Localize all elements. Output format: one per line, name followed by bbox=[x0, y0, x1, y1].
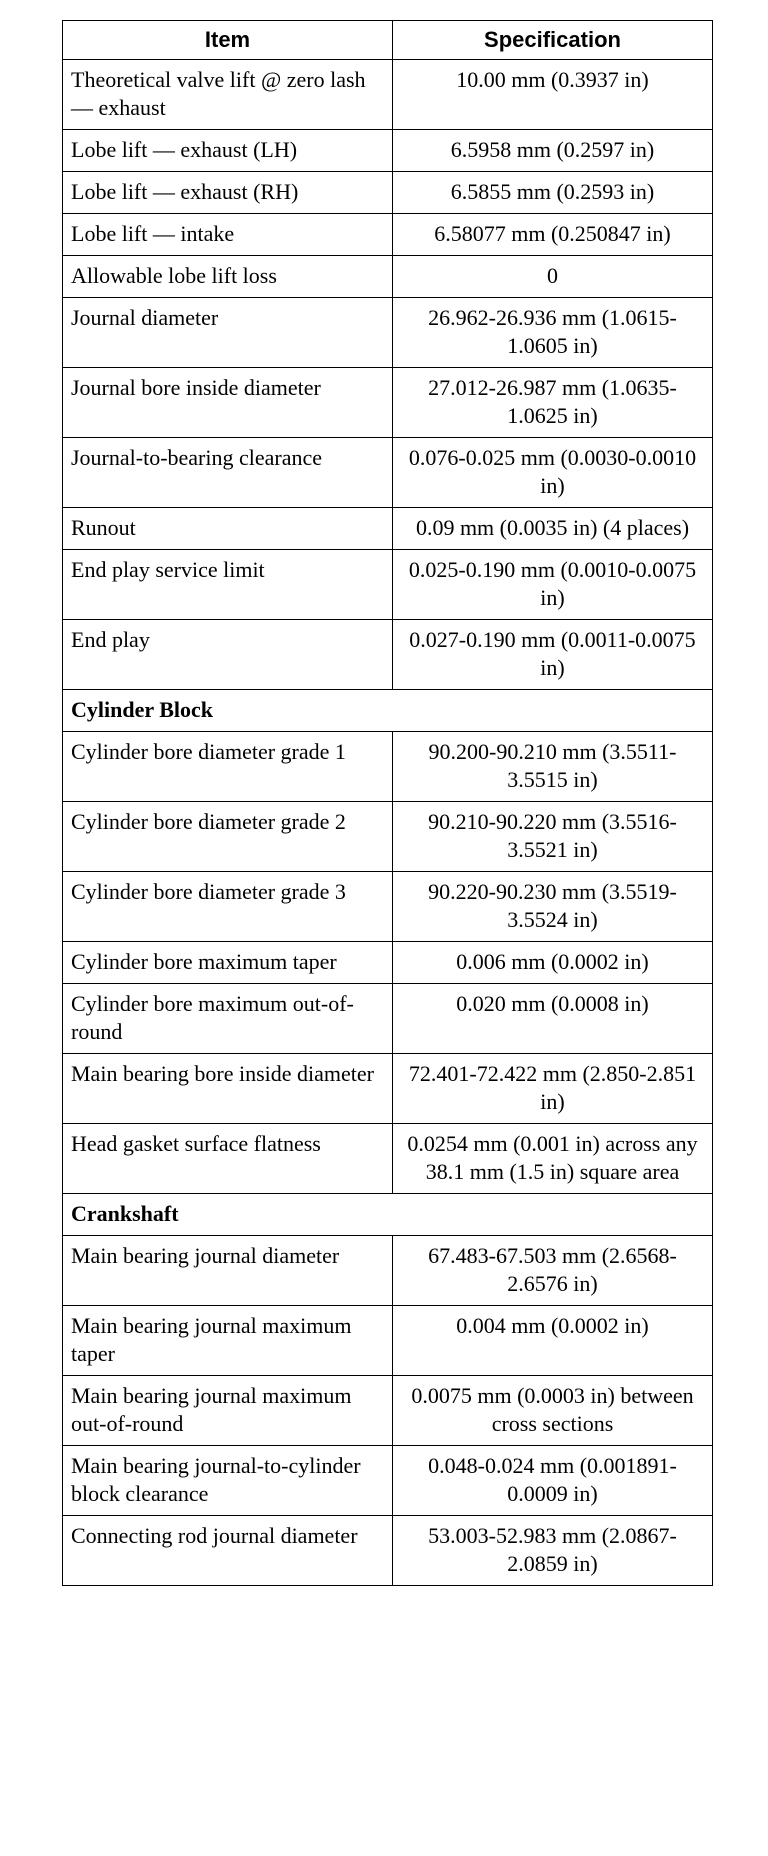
specification-cell: 6.58077 mm (0.250847 in) bbox=[393, 214, 713, 256]
table-row bbox=[63, 368, 713, 438]
item-cell: Allowable lobe lift loss bbox=[63, 256, 393, 298]
specification-cell: 0.006 mm (0.0002 in) bbox=[393, 942, 713, 984]
table-row bbox=[63, 1516, 713, 1586]
specification-cell: 0.027-0.190 mm (0.0011-0.0075 in) bbox=[393, 620, 713, 690]
item-cell: Cylinder bore maximum taper bbox=[63, 942, 393, 984]
section-header-row bbox=[63, 690, 713, 732]
specification-cell: 90.200-90.210 mm (3.5511-3.5515 in) bbox=[393, 732, 713, 802]
table-row bbox=[63, 1446, 713, 1516]
table-row bbox=[63, 298, 713, 368]
specification-cell: 26.962-26.936 mm (1.0615-1.0605 in) bbox=[393, 298, 713, 368]
item-cell: End play service limit bbox=[63, 550, 393, 620]
specification-cell: 0.09 mm (0.0035 in) (4 places) bbox=[393, 508, 713, 550]
specification-cell: 90.210-90.220 mm (3.5516-3.5521 in) bbox=[393, 802, 713, 872]
specification-cell: 0.048-0.024 mm (0.001891-0.0009 in) bbox=[393, 1446, 713, 1516]
table-row bbox=[63, 550, 713, 620]
specification-cell: 90.220-90.230 mm (3.5519-3.5524 in) bbox=[393, 872, 713, 942]
item-cell: Journal-to-bearing clearance bbox=[63, 438, 393, 508]
item-cell: Cylinder bore diameter grade 3 bbox=[63, 872, 393, 942]
table-row bbox=[63, 60, 713, 130]
item-cell: Main bearing journal maximum taper bbox=[63, 1306, 393, 1376]
item-cell: Cylinder bore maximum out-of-round bbox=[63, 984, 393, 1054]
table-body bbox=[63, 60, 713, 1586]
item-cell: Journal bore inside diameter bbox=[63, 368, 393, 438]
table-row bbox=[63, 1376, 713, 1446]
item-cell: Cylinder bore diameter grade 2 bbox=[63, 802, 393, 872]
specification-cell: 10.00 mm (0.3937 in) bbox=[393, 60, 713, 130]
specification-cell: 0.0075 mm (0.0003 in) between cross sections bbox=[393, 1376, 713, 1446]
section-header-row bbox=[63, 1194, 713, 1236]
item-cell: Main bearing journal diameter bbox=[63, 1236, 393, 1306]
table-row bbox=[63, 984, 713, 1054]
table-row bbox=[63, 172, 713, 214]
item-cell: Lobe lift — exhaust (LH) bbox=[63, 130, 393, 172]
specification-cell: 0 bbox=[393, 256, 713, 298]
table-row bbox=[63, 732, 713, 802]
table-row bbox=[63, 620, 713, 690]
item-cell: Lobe lift — intake bbox=[63, 214, 393, 256]
column-header-specification: Specification bbox=[393, 21, 713, 60]
specification-cell: 0.025-0.190 mm (0.0010-0.0075 in) bbox=[393, 550, 713, 620]
specification-cell: 53.003-52.983 mm (2.0867-2.0859 in) bbox=[393, 1516, 713, 1586]
section-title: Cylinder Block bbox=[63, 690, 713, 732]
table-row bbox=[63, 1124, 713, 1194]
item-cell: Lobe lift — exhaust (RH) bbox=[63, 172, 393, 214]
specification-cell: 6.5958 mm (0.2597 in) bbox=[393, 130, 713, 172]
table-row bbox=[63, 214, 713, 256]
specification-cell: 0.0254 mm (0.001 in) across any 38.1 mm (1.5 in) square area bbox=[393, 1124, 713, 1194]
table-row bbox=[63, 256, 713, 298]
item-cell: Cylinder bore diameter grade 1 bbox=[63, 732, 393, 802]
specification-cell: 27.012-26.987 mm (1.0635-1.0625 in) bbox=[393, 368, 713, 438]
item-cell: Main bearing journal maximum out-of-round bbox=[63, 1376, 393, 1446]
item-cell: Runout bbox=[63, 508, 393, 550]
table-row bbox=[63, 1236, 713, 1306]
specification-table bbox=[62, 20, 713, 1586]
table-row bbox=[63, 508, 713, 550]
table-row bbox=[63, 1054, 713, 1124]
table-row bbox=[63, 942, 713, 984]
item-cell: Main bearing journal-to-cylinder block clearance bbox=[63, 1446, 393, 1516]
table-row bbox=[63, 130, 713, 172]
item-cell: End play bbox=[63, 620, 393, 690]
table-row bbox=[63, 802, 713, 872]
specification-cell: 0.076-0.025 mm (0.0030-0.0010 in) bbox=[393, 438, 713, 508]
table-row bbox=[63, 872, 713, 942]
specification-cell: 0.004 mm (0.0002 in) bbox=[393, 1306, 713, 1376]
item-cell: Connecting rod journal diameter bbox=[63, 1516, 393, 1586]
column-header-item: Item bbox=[63, 21, 393, 60]
specification-cell: 0.020 mm (0.0008 in) bbox=[393, 984, 713, 1054]
section-title: Crankshaft bbox=[63, 1194, 713, 1236]
item-cell: Theoretical valve lift @ zero lash — exhaust bbox=[63, 60, 393, 130]
table-row bbox=[63, 438, 713, 508]
table-header-row bbox=[63, 21, 713, 60]
specification-cell: 72.401-72.422 mm (2.850-2.851 in) bbox=[393, 1054, 713, 1124]
item-cell: Head gasket surface flatness bbox=[63, 1124, 393, 1194]
item-cell: Journal diameter bbox=[63, 298, 393, 368]
item-cell: Main bearing bore inside diameter bbox=[63, 1054, 393, 1124]
table-row bbox=[63, 1306, 713, 1376]
specification-cell: 6.5855 mm (0.2593 in) bbox=[393, 172, 713, 214]
specification-cell: 67.483-67.503 mm (2.6568-2.6576 in) bbox=[393, 1236, 713, 1306]
